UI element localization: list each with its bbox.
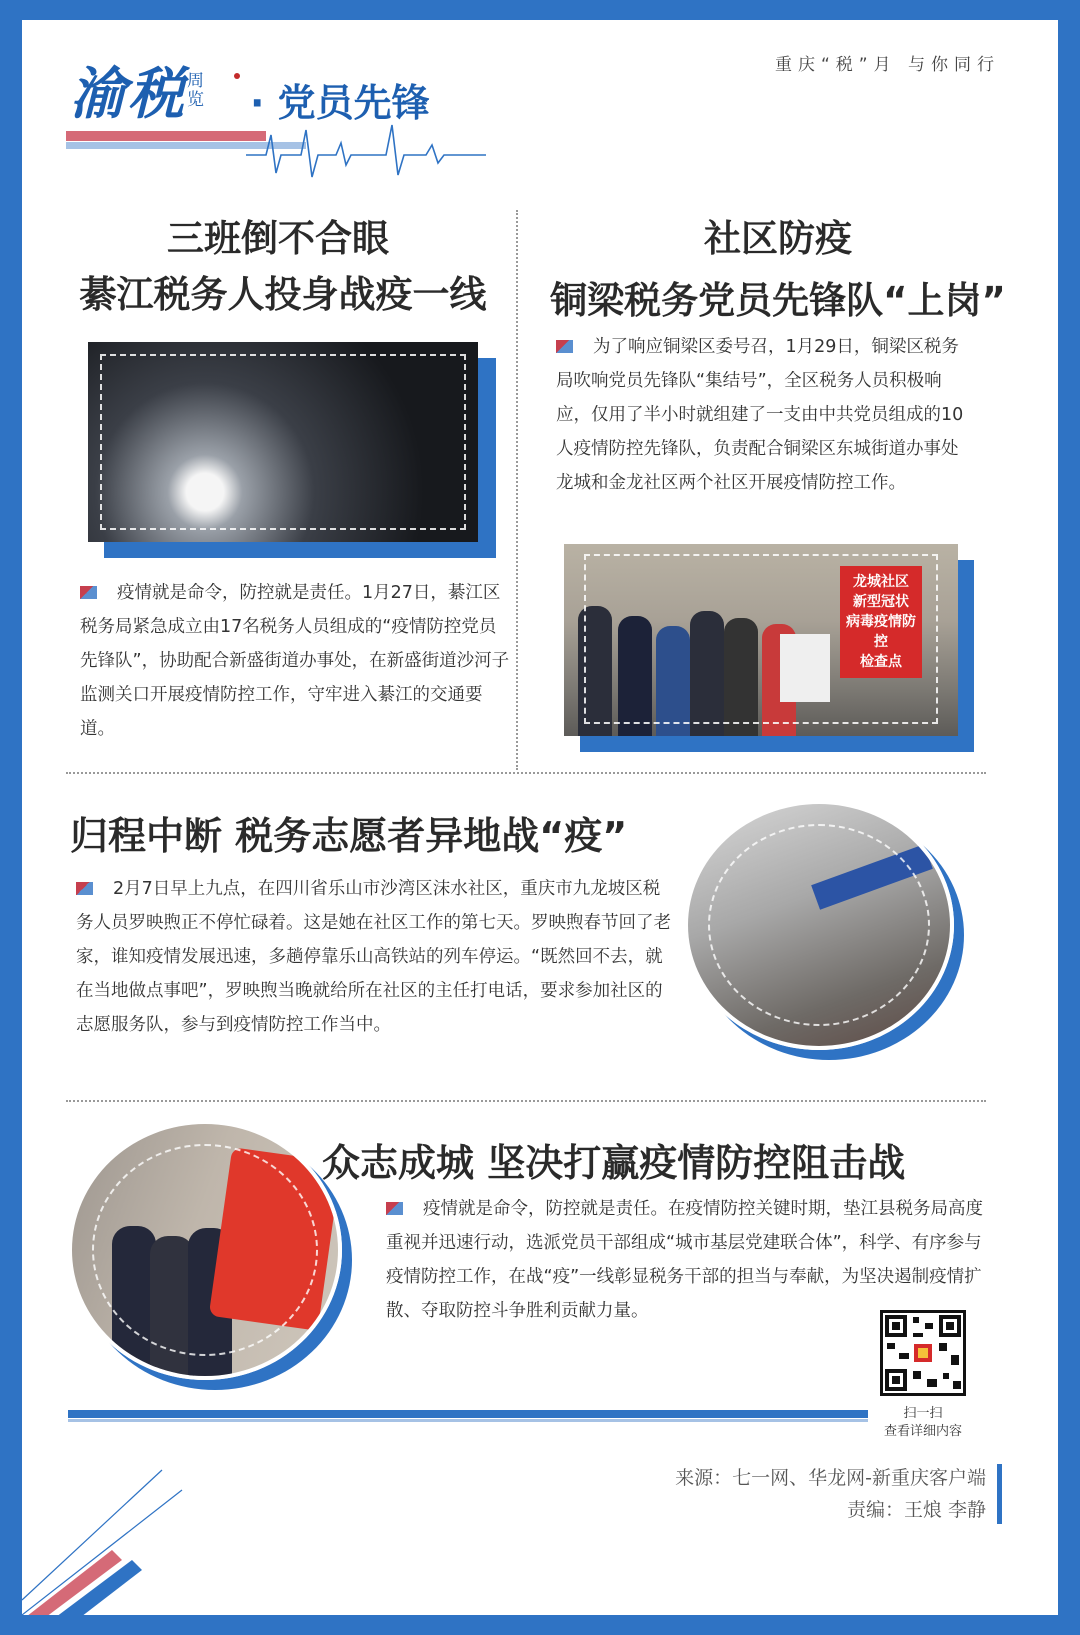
qr-caption-line2: 查看详细内容 [883, 1424, 962, 1439]
footer-light-bar [68, 1419, 868, 1422]
photo1-dash-frame [100, 354, 466, 530]
article2-body [556, 330, 972, 500]
footer-blue-bar [68, 1410, 868, 1418]
article3-title: 归程中断 税务志愿者异地战“疫” [70, 814, 628, 858]
heartbeat-line-icon [66, 115, 486, 180]
volunteer-street-photo [684, 800, 954, 1050]
poster-page [22, 20, 1058, 1615]
checkpoint-night-photo [88, 342, 478, 542]
article2-title-line2: 铜梁税务党员先锋队“上岗” [550, 279, 1006, 322]
editor-line: 责编：王烺 李静 [846, 1499, 986, 1521]
article1-body [80, 576, 512, 746]
section-divider [66, 772, 986, 774]
credits [675, 1462, 986, 1526]
brand-logo: 渝税 [70, 61, 186, 127]
section-title: · 党员先锋 [250, 81, 430, 125]
bullet-marker-icon [386, 1202, 403, 1215]
flag-ceremony-photo [68, 1120, 342, 1380]
article3-body-text: 2月7日早上九点，在四川省乐山市沙湾区沫水社区，重庆市九龙坡区税务人员罗映煦正不停忙碌着。这是她在社区工作的第七天。罗映煦春节回了老家，谁知疫情发展迅速，多趟停靠乐山高铁站的列车停运。“既然回不去，就在当地做点事吧”，罗映煦当晚就给所在社区的主任打电话，要求参加社区的志愿服务队，参与到疫情防控工作当中。 [76, 879, 671, 1035]
article1-body-text: 疫情就是命令，防控就是责任。1月27日，綦江区税务局紧急成立由17名税务人员组成的“疫情防控党员先锋队”，协助配合新盛街道办事处，在新盛街道沙河子监测关口开展疫情防控工作，守牢进入綦江的交通要道。 [80, 583, 510, 739]
sign-line: 病毒疫情防控 [846, 614, 916, 650]
article1-title-line2: 綦江税务人投身战疫一线 [79, 273, 487, 316]
article2-title-line1: 社区防疫 [704, 217, 852, 260]
logo-dot-icon [234, 73, 240, 79]
bullet-marker-icon [76, 882, 93, 895]
qr-caption [868, 1405, 978, 1441]
article3-body [76, 872, 676, 1042]
qr-pattern-icon [883, 1313, 963, 1393]
article1-title-line1: 三班倒不合眼 [167, 217, 389, 260]
sign-line: 新型冠状 [853, 594, 909, 610]
bullet-marker-icon [556, 340, 573, 353]
qr-code-icon[interactable] [880, 1310, 966, 1396]
qr-caption-line1: 扫一扫 [903, 1406, 943, 1421]
credits-accent-bar [997, 1464, 1002, 1524]
source-line: 来源：七一网、华龙网-新重庆客户端 [675, 1467, 986, 1489]
header-slogan: 重庆“税”月 与你同行 [774, 55, 1000, 75]
photo3-dash-ring [708, 824, 930, 1026]
bullet-marker-icon [80, 586, 97, 599]
community-checkpoint-photo [564, 544, 958, 736]
photo4-dash-ring [92, 1144, 318, 1356]
article4-body [386, 1192, 994, 1328]
section-divider [66, 1100, 986, 1102]
sign-line: 检查点 [860, 654, 902, 670]
article2-body-text: 为了响应铜梁区委号召，1月29日，铜梁区税务局吹响党员先锋队“集结号”，全区税务人员积极响应，仅用了半小时就组建了一支由中共党员组成的10人疫情防控先锋队，负责配合铜梁区东城街道办事处龙城和金龙社区两个社区开展疫情防控工作。 [556, 337, 964, 493]
corner-stripes-decoration [22, 1450, 222, 1615]
article4-title: 众志成城 坚决打赢疫情防控阻击战 [322, 1141, 906, 1185]
sign-line: 龙城社区 [853, 574, 909, 590]
brand-logo-sub: 周览 [187, 71, 204, 110]
article4-body-text: 疫情就是命令，防控就是责任。在疫情防控关键时期，垫江县税务局高度重视并迅速行动，选派党员干部组成“城市基层党建联合体”，科学、有序参与疫情防控工作，在战“疫”一线彰显税务干部的担当与奉献，为坚决遏制疫情扩散、夺取防控斗争胜利贡献力量。 [386, 1199, 983, 1321]
photo2-dash-frame [584, 554, 938, 724]
